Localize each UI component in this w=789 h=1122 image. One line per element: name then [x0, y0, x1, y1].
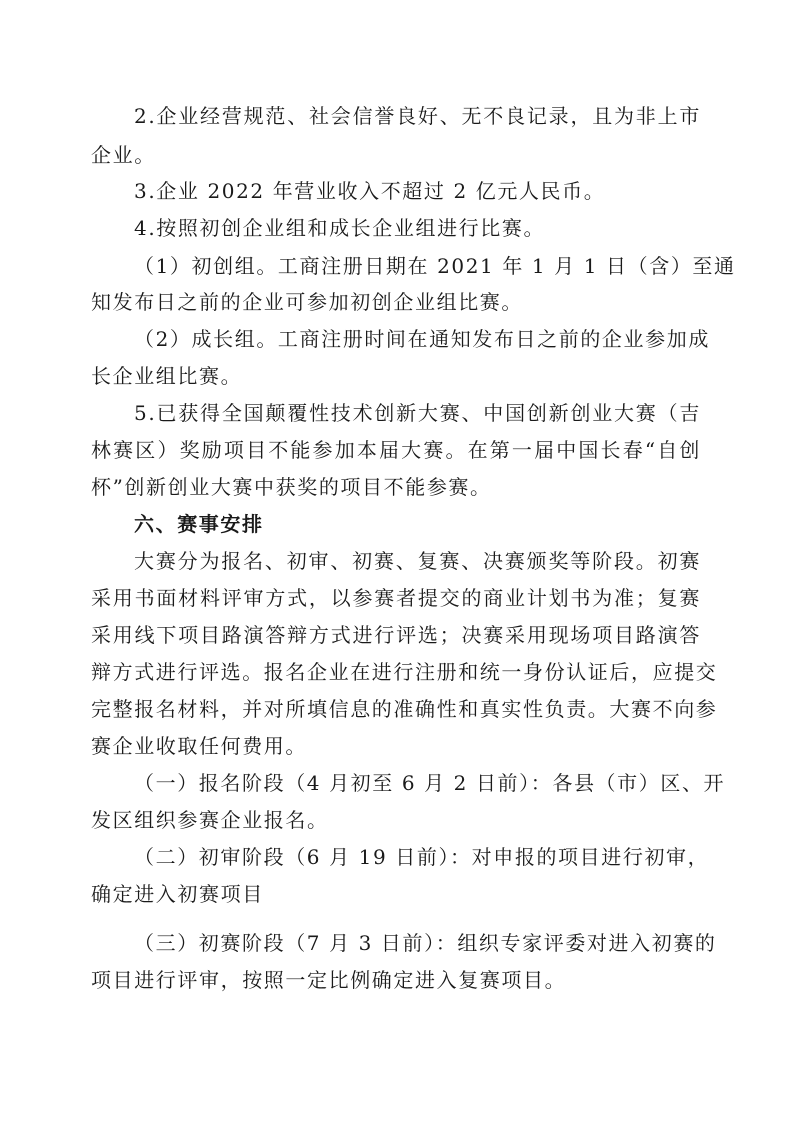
- paragraph-line: 项目进行评审，按照一定比例确定进入复赛项目。: [91, 968, 567, 992]
- paragraph-line: 5.已获得全国颠覆性技术创新大赛、中国创新创业大赛（吉: [134, 401, 701, 425]
- paragraph-line: 知发布日之前的企业可参加初创企业组比赛。: [91, 290, 523, 314]
- paragraph-line: 林赛区）奖励项目不能参加本届大赛。在第一届中国长春“自创: [91, 438, 701, 462]
- paragraph-line: （2）成长组。工商注册时间在通知发布日之前的企业参加成: [134, 327, 710, 351]
- paragraph-line: （1）初创组。工商注册日期在 2021 年 1 月 1 日（含）至通: [134, 254, 736, 278]
- paragraph-line: 发区组织参赛企业报名。: [91, 808, 329, 832]
- paragraph-line: （一）报名阶段（4 月初至 6 月 2 日前）：各县（市）区、开: [134, 771, 726, 795]
- paragraph-line: 长企业组比赛。: [91, 364, 243, 388]
- paragraph-line: 大赛分为报名、初审、初赛、复赛、决赛颁奖等阶段。初赛: [134, 549, 701, 573]
- paragraph-line: 辩方式进行评选。报名企业在进行注册和统一身份认证后，应提交: [91, 660, 718, 684]
- paragraph-line: 完整报名材料，并对所填信息的准确性和真实性负责。大赛不向参: [91, 697, 718, 721]
- paragraph-line: 采用线下项目路演答辩方式进行评选；决赛采用现场项目路演答: [91, 623, 701, 647]
- paragraph-line: 赛企业收取任何费用。: [91, 734, 307, 758]
- paragraph-line: （二）初审阶段（6 月 19 日前）：对申报的项目进行初审，: [134, 845, 710, 869]
- paragraph-line: （三）初赛阶段（7 月 3 日前）：组织专家评委对进入初赛的: [134, 931, 717, 955]
- paragraph-line: 3.企业 2022 年营业收入不超过 2 亿元人民币。: [134, 179, 606, 203]
- section-heading: 六、赛事安排: [134, 512, 264, 536]
- paragraph-line: 2.企业经营规范、社会信誉良好、无不良记录，且为非上市: [134, 104, 701, 128]
- paragraph-line: 杯”创新创业大赛中获奖的项目不能参赛。: [91, 475, 492, 499]
- paragraph-line: 确定进入初赛项目: [91, 882, 264, 906]
- paragraph-line: 企业。: [91, 143, 156, 167]
- paragraph-line: 4.按照初创企业组和成长企业组进行比赛。: [134, 216, 546, 240]
- paragraph-line: 采用书面材料评审方式，以参赛者提交的商业计划书为准；复赛: [91, 586, 701, 610]
